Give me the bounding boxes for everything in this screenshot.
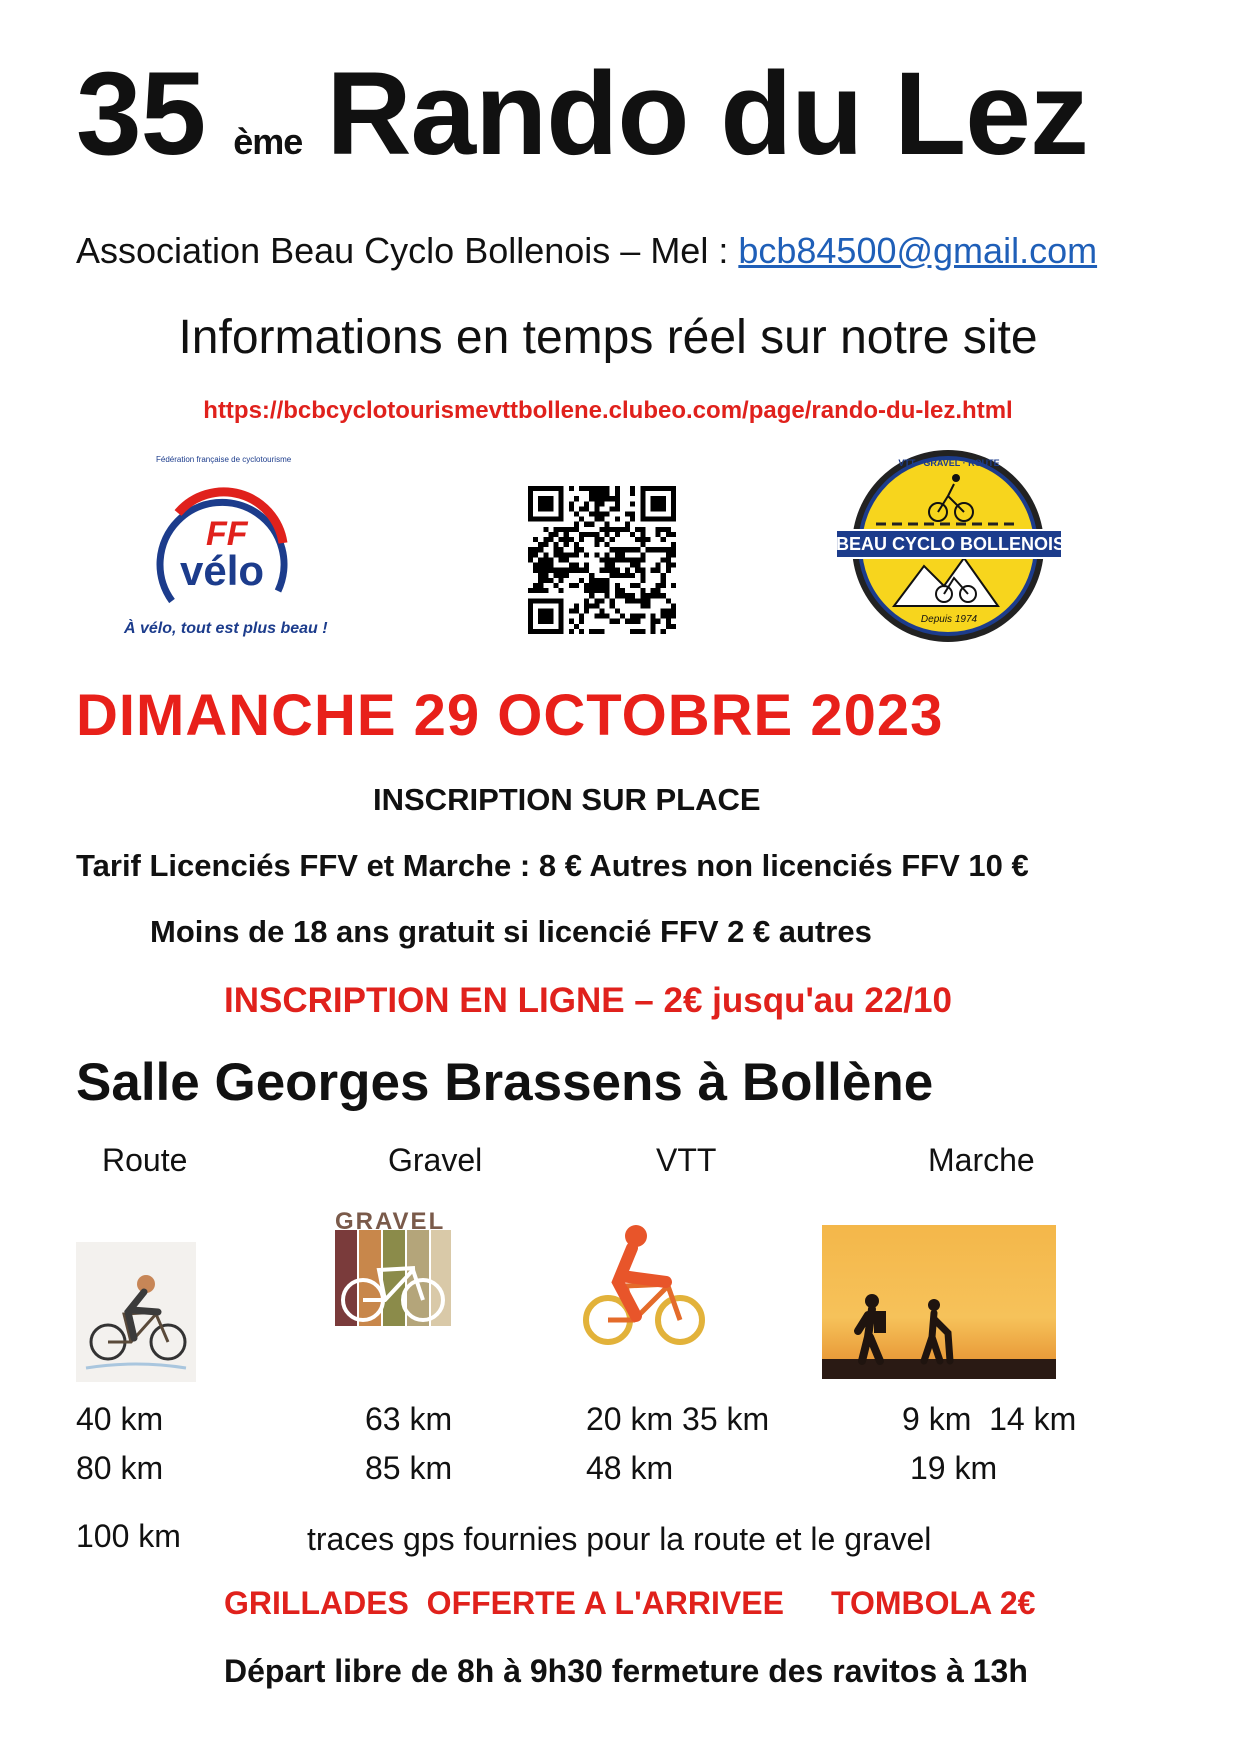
gravel-distance-1: 63 km	[365, 1401, 453, 1437]
marche-distance-1: 9 km 14 km	[902, 1401, 1077, 1437]
gravel-image	[333, 1208, 453, 1328]
info-line: Informations en temps réel sur notre site	[178, 311, 1038, 364]
online-registration: INSCRIPTION EN LIGNE – 2€ jusqu'au 22/10	[224, 981, 952, 1020]
edition-suffix: ème	[233, 121, 303, 162]
bcb-since-text: Depuis 1974	[920, 614, 978, 625]
activity-label-gravel: Gravel	[388, 1142, 483, 1178]
ffvelo-velo-text: vélo	[180, 547, 265, 594]
bcb-logo	[836, 446, 1066, 646]
bcb-banner-text: BEAU CYCLO BOLLENOIS	[836, 534, 1066, 554]
gravel-image-text: GRAVEL	[335, 1208, 446, 1235]
marche-distance-2: 19 km	[910, 1450, 998, 1486]
gravel-distance-2: 85 km	[365, 1450, 453, 1486]
route-cyclist-image	[76, 1242, 196, 1382]
qr-code-icon	[528, 486, 676, 634]
association-line	[76, 230, 1097, 272]
tarif-line: Tarif Licenciés FFV et Marche : 8 € Autres non licenciés FFV 10 €	[76, 848, 1029, 883]
departure-info: Départ libre de 8h à 9h30 fermeture des ravitos à 13h	[224, 1653, 1028, 1689]
ffvelo-federation-text: Fédération française de cyclotourisme	[156, 455, 292, 464]
road-bike-icon	[76, 1242, 196, 1382]
email-link[interactable]: bcb84500@gmail.com	[738, 230, 1098, 271]
marche-image	[822, 1225, 1056, 1379]
vtt-image	[570, 1220, 710, 1350]
hikers-sunset-icon	[822, 1225, 1056, 1379]
under18-line: Moins de 18 ans gratuit si licencié FFV 2 € autres	[150, 914, 872, 949]
route-distance-3: 100 km	[76, 1518, 181, 1554]
activity-label-vtt: VTT	[656, 1142, 717, 1178]
qr-code[interactable]	[528, 486, 676, 634]
site-url-link[interactable]: https://bcbcyclotourismevttbollene.clubeo.com/page/rando-du-lez.html	[203, 397, 1013, 424]
association-text: Association Beau Cyclo Bollenois – Mel :	[76, 230, 729, 271]
vtt-distance-2: 48 km	[586, 1450, 674, 1486]
grillades-note: GRILLADES OFFERTE A L'ARRIVEE	[224, 1585, 784, 1621]
mountain-bike-icon	[570, 1220, 710, 1350]
ffvelo-tagline: À vélo, tout est plus beau !	[124, 620, 328, 637]
route-distance-2: 80 km	[76, 1450, 164, 1486]
ffvelo-ff-text: FF	[206, 515, 248, 553]
ffvelo-logo	[118, 455, 328, 645]
event-name: Rando du Lez	[326, 48, 1088, 180]
onsite-registration: INSCRIPTION SUR PLACE	[373, 782, 761, 817]
route-distance-1: 40 km	[76, 1401, 164, 1437]
gps-traces-note: traces gps fournies pour la route et le gravel	[307, 1521, 932, 1557]
vtt-distance-1: 20 km 35 km	[586, 1401, 770, 1437]
venue: Salle Georges Brassens à Bollène	[76, 1053, 934, 1112]
event-date: DIMANCHE 29 OCTOBRE 2023	[76, 683, 944, 748]
activity-label-marche: Marche	[928, 1142, 1035, 1178]
event-title	[76, 48, 1088, 180]
edition-number: 35	[76, 48, 206, 180]
activity-label-route: Route	[102, 1142, 188, 1178]
tombola-note: TOMBOLA 2€	[831, 1585, 1036, 1621]
bcb-top-text: VTT · GRAVEL · ROUTE	[898, 458, 1000, 468]
